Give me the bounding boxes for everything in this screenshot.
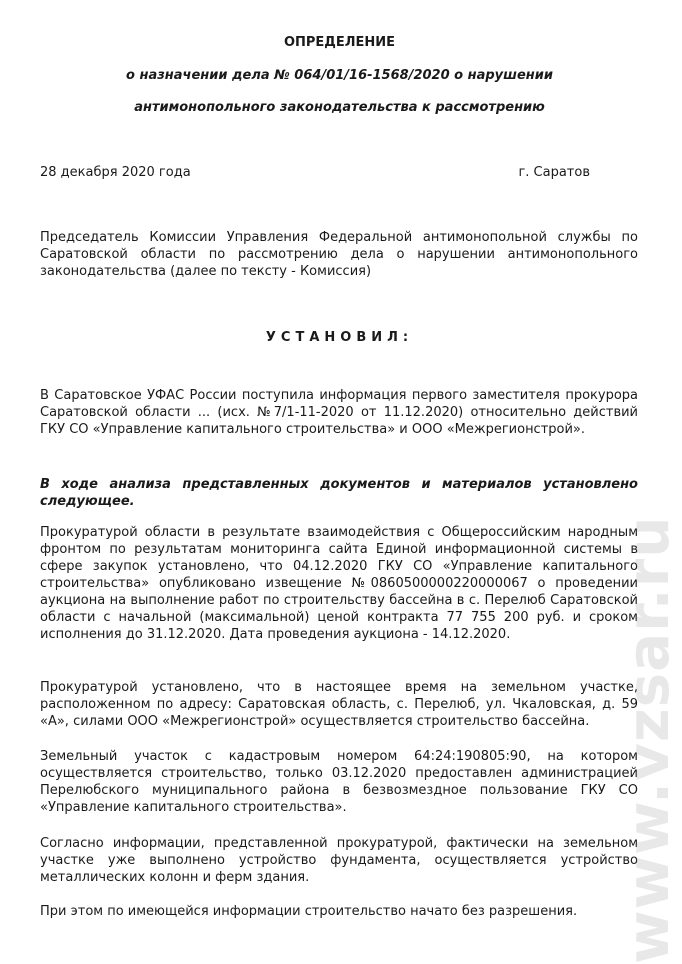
established-heading: УСТАНОВИЛ:	[265, 330, 414, 345]
paragraph-3: Прокуратурой области в результате взаимодействия с Общероссийским народным фронтом по результатам мониторинга сайта Единой информационной системы в сфере закупок установлено, что 04.12.2020 ГКУ СО «Управление капитального строительства» опубликовано извещение №0860500000220000067 о проведении аукциона на выполнение работ по строительству бассейна в с. Перелюб Саратовской области с начальной (максимальной) ценой контракта 77 755 200 руб. и сроком исполнения до 31.12.2020. Дата проведения аукциона - 14.12.2020.	[40, 525, 638, 642]
document-date: 28 декабря 2020 года	[40, 165, 191, 180]
paragraph-1: В Саратовское УФАС России поступила информация первого заместителя прокурора Саратовской области ... (исх. №7/1-11-2020 от 11.12.2020) относительно действий ГКУ СО «Управление капитального строительства» и ООО «Межрегионстрой».	[40, 388, 638, 437]
watermark	[598, 515, 682, 964]
watermark-text: www.vzsar.ru	[614, 515, 682, 964]
paragraph-7: При этом по имеющейся информации строительство начато без разрешения.	[40, 904, 578, 919]
paragraph-2-emphasis: В ходе анализа представленных документов и материалов установлено следующее.	[40, 477, 638, 509]
document-title: ОПРЕДЕЛЕНИЕ	[283, 35, 396, 50]
paragraph-6: Согласно информации, представленной прокуратурой, фактически на земельном участке уже выполнено устройство фундамента, осуществляется устройство металлических колонн и ферм здания.	[40, 836, 638, 885]
paragraph-4: Прокуратурой установлено, что в настоящее время на земельном участке, расположенном по адресу: Саратовская область, с. Перелюб, ул. Чкаловская, д. 59 «А», силами ООО «Межрегионстрой» осуществляется строительство бассейна.	[40, 680, 638, 729]
document-subtitle-line1: о назначении дела № 064/01/16-1568/2020 о нарушении	[126, 68, 553, 83]
intro-paragraph: Председатель Комиссии Управления Федеральной антимонопольной службы по Саратовской области по рассмотрению дела о нарушении антимонопольного законодательства (далее по тексту - Комиссия)	[40, 230, 638, 279]
paragraph-5: Земельный участок с кадастровым номером 64:24:190805:90, на котором осуществляется строительство, только 03.12.2020 предоставлен администрацией Перелюбского муниципального района в безвозмездное пользование ГКУ СО «Управление капитального строительства».	[40, 749, 638, 815]
document-city: г. Саратов	[518, 165, 590, 180]
document-subtitle-line2: антимонопольного законодательства к рассмотрению	[134, 100, 545, 115]
